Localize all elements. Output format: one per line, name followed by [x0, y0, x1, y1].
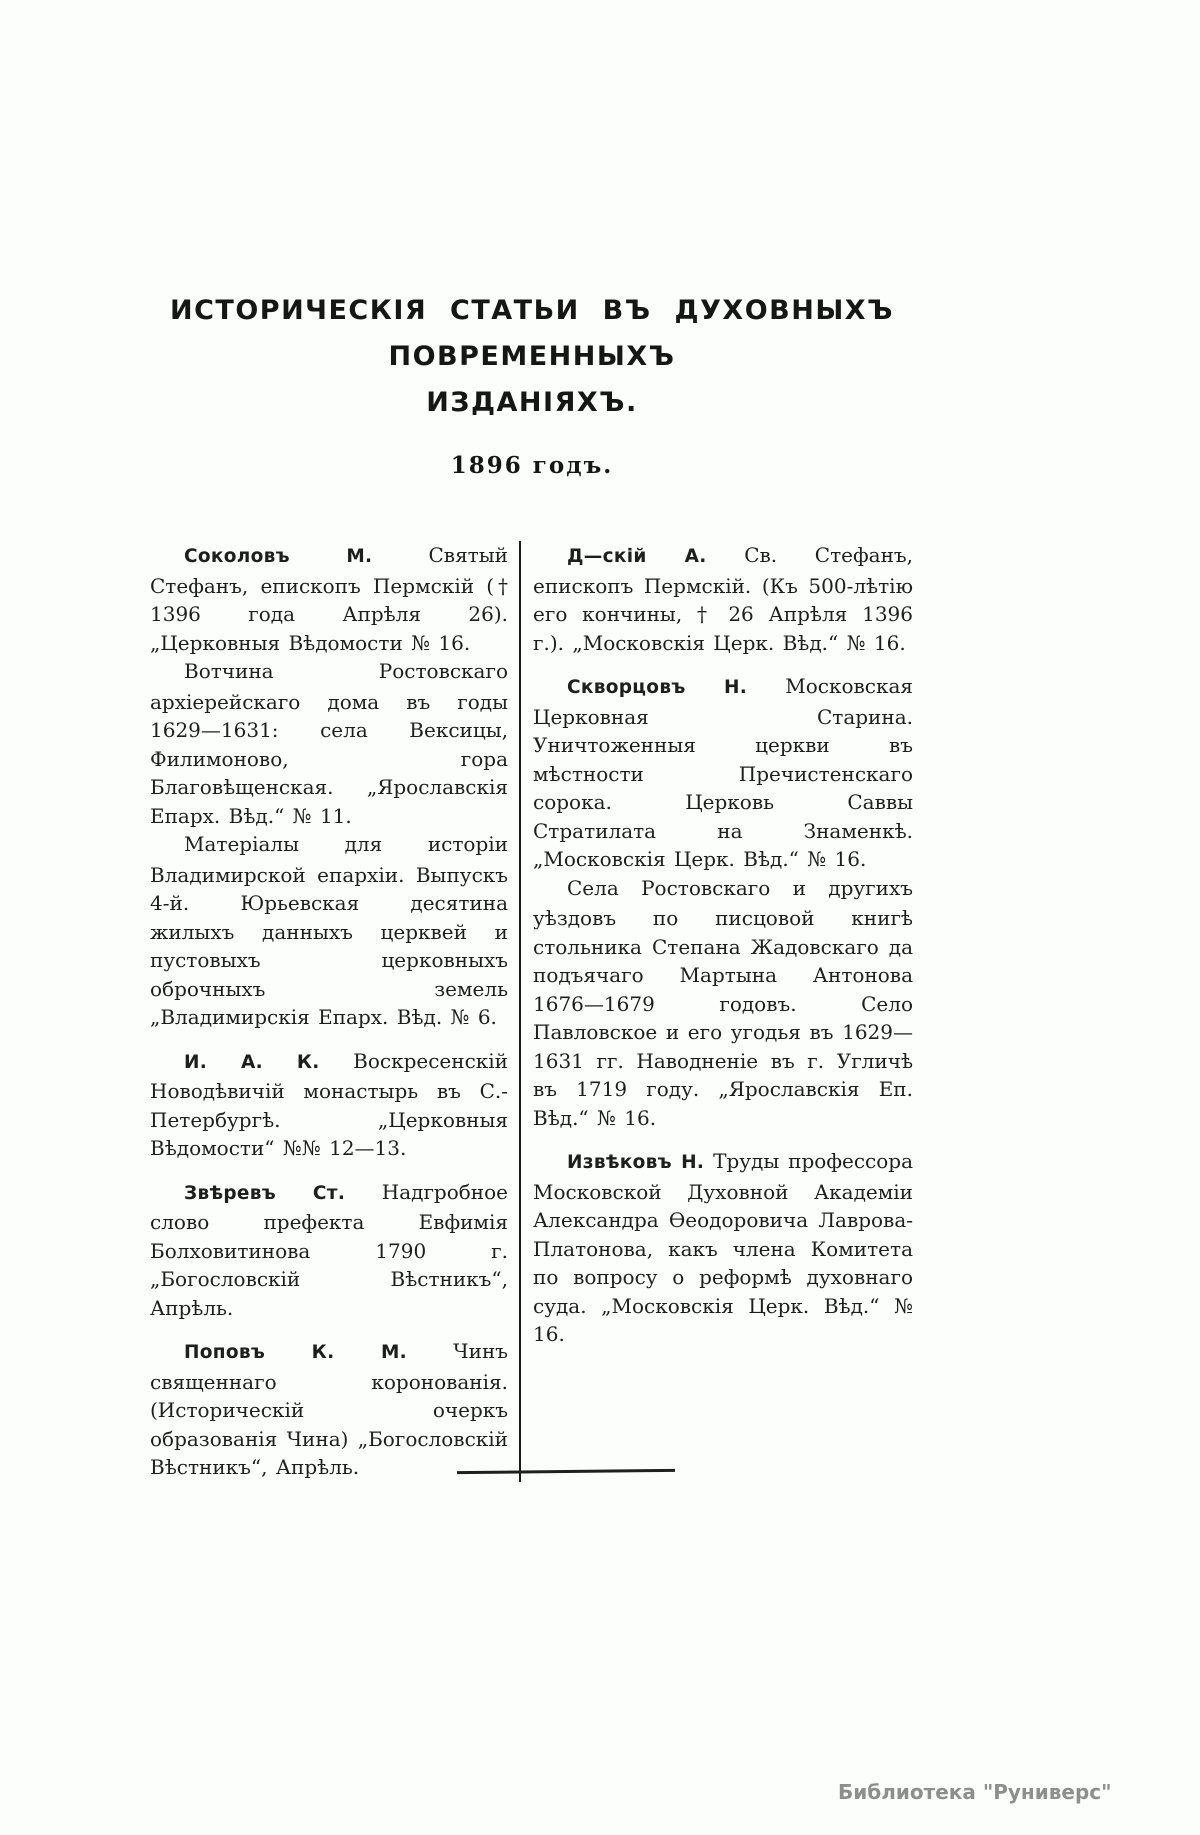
bibliography-entry	[150, 1337, 508, 1482]
entry-author: Звѣревъ Ст.	[184, 1182, 346, 1204]
entry-text: Св. Стефанъ, епископъ Пермскій. (Къ 500-лѣтію его кончины, † 26 Апрѣля 1396 г.). „Московскія Церк. Вѣд.“ № 16.	[533, 543, 913, 655]
entry-text: Чинъ священнаго коронованія. (Историческій очеркъ образованія Чина) „Богословскій Вѣстникъ“, Апрѣль.	[150, 1339, 508, 1479]
bibliography-entry	[150, 1047, 508, 1163]
left-column	[150, 541, 508, 1482]
entry-author: Скворцовъ Н.	[567, 677, 748, 698]
column-divider-rule	[519, 541, 521, 1482]
bibliography-entry	[150, 541, 508, 657]
bibliography-entry	[150, 830, 508, 1032]
page-content	[150, 288, 914, 1482]
bibliography-entry	[533, 1147, 913, 1349]
entry-text: Труды профессора Московской Духовной Академіи Александра Ѳеодоровича Лаврова-Платонова, какъ члена Комитета по вопросу о реформѣ духовнаго суда. „Московскія Церк. Вѣд.“ № 16.	[533, 1149, 913, 1346]
page-title-line2: ИЗДАНІЯХЪ.	[426, 387, 638, 418]
entry-author: Поповъ К. М.	[184, 1342, 407, 1363]
bibliography-entry	[150, 1178, 508, 1323]
entry-author: Извѣковъ Н.	[567, 1152, 705, 1173]
entry-text: Матеріалы для исторіи Владимирской епархіи. Выпускъ 4-й. Юрьевская десятина жилыхъ данныхъ церквей и пустовыхъ церковныхъ оброчныхъ земель „Владимирскія Епарх. Вѣд. № 6.	[150, 832, 508, 1029]
bibliography-entry	[533, 541, 913, 657]
entry-text: Надгробное слово префекта Евфимія Болховитинова 1790 г. „Богословскій Вѣстникъ“, Апрѣль.	[150, 1179, 509, 1320]
entry-author: И. А. К.	[184, 1051, 320, 1073]
page-title	[150, 288, 914, 426]
entry-text: Святый Стефанъ, епископъ Пермскій († 1396 года Апрѣля 26). „Церковныя Вѣдомости № 16.	[150, 543, 508, 655]
entry-author: Д—скій А.	[567, 546, 707, 567]
entry-text: Московская Церковная Старина. Уничтоженныя церкви въ мѣстности Пречистенскаго сорока. Церковь Саввы Стратилата на Знаменкѣ. „Московскія Церк. Вѣд.“ № 16.	[533, 674, 913, 871]
entry-author: Соколовъ М.	[184, 546, 373, 567]
page-title-line1: ИСТОРИЧЕСКІЯ СТАТЬИ ВЪ ДУХОВНЫХЪ ПОВРЕМЕННЫХЪ	[170, 295, 894, 372]
runivers-library-watermark: Библиотека "Руниверс"	[838, 1780, 1112, 1804]
two-column-text-block	[150, 541, 914, 1482]
year-subtitle: 1896 годъ.	[450, 452, 614, 479]
entry-text: Вотчина Ростовскаго архіерейскаго дома въ годы 1629—1631: села Вексицы, Филимоново, гора Благовѣщенская. „Ярославскія Епарх. Вѣд.“ № 11.	[150, 659, 508, 828]
bibliography-entry	[533, 672, 913, 874]
bibliography-entry	[150, 657, 508, 830]
bibliography-entry	[533, 874, 913, 1133]
entry-text: Села Ростовскаго и другихъ уѣздовъ по писцовой книгѣ стольника Степана Жадовскаго да подъячаго Мартына Антонова 1676—1679 годовъ. Село Павловское и его угодья въ 1629—1631 гг. Наводненіе въ г. Угличѣ въ 1719 году. „Ярославскія Еп. Вѣд.“ № 16.	[533, 875, 913, 1130]
right-column	[533, 541, 913, 1482]
entry-text: Воскресенскій Новодѣвичій монастырь въ С.-Петербургѣ. „Церковныя Вѣдомости“ №№ 12—13.	[150, 1048, 508, 1160]
